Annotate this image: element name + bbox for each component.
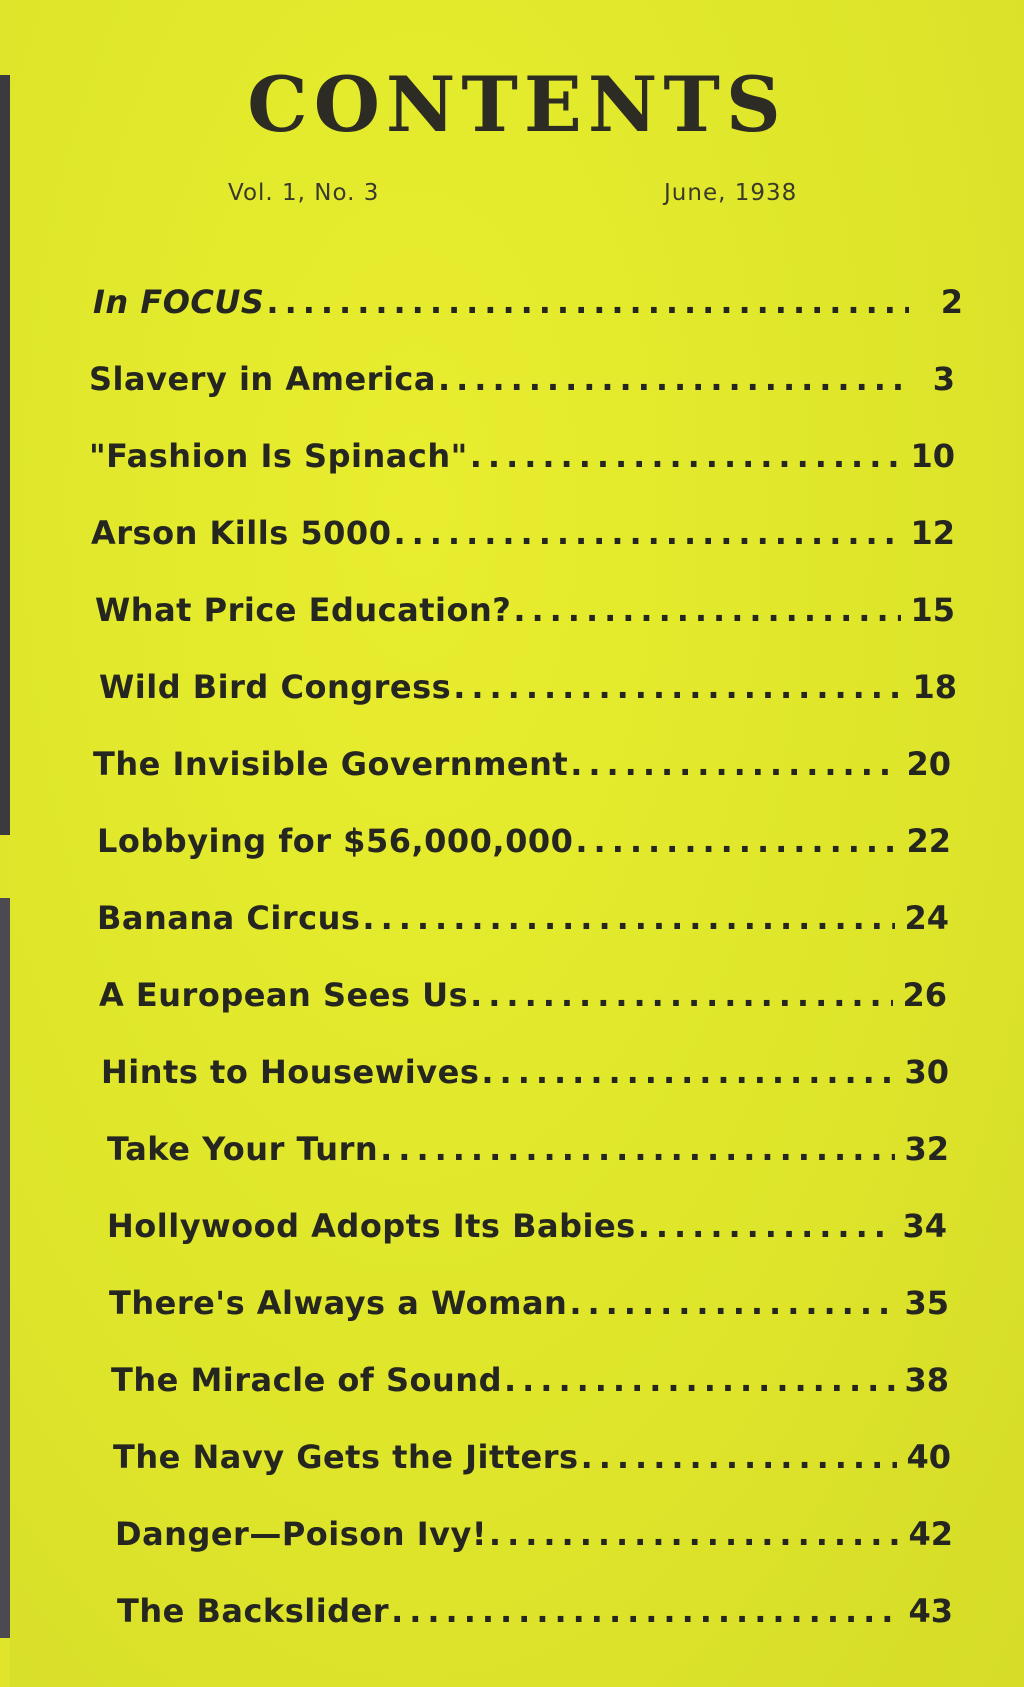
toc-entry[interactable] [89,360,955,410]
toc-entry-page: 22 [906,822,951,860]
toc-entry[interactable] [97,899,949,949]
toc-entry[interactable] [97,822,951,872]
toc-entry-page: 40 [906,1438,951,1476]
toc-entry-title: A European Sees Us [99,976,469,1014]
toc-entry[interactable] [109,1284,949,1334]
dot-leader [362,899,895,937]
toc-entry-title: The Navy Gets the Jitters [113,1438,579,1476]
toc-entry-title: What Price Education? [95,591,512,629]
toc-entry-page: 20 [906,745,951,783]
dot-leader [513,591,901,629]
table-of-contents [10,0,1024,1687]
toc-entry-page: 26 [902,976,947,1014]
toc-entry-title: Wild Bird Congress [99,668,452,706]
toc-entry[interactable] [107,1130,949,1180]
toc-entry-title: The Backslider [117,1592,390,1630]
page-edge-shadow-upper [0,75,10,835]
toc-entry-title: Banana Circus [97,899,361,937]
toc-entry-title: Hints to Housewives [101,1053,480,1091]
dot-leader [481,1053,895,1091]
toc-entry-page: 43 [908,1592,953,1630]
toc-entry-page: 42 [908,1515,953,1553]
toc-entry-title: Take Your Turn [107,1130,379,1168]
toc-entry[interactable] [93,283,963,333]
dot-leader [470,437,901,475]
toc-entry[interactable] [101,1053,949,1103]
dot-leader [638,1207,893,1245]
dot-leader [575,822,897,860]
toc-entry-page: 10 [910,437,955,475]
page-title: CONTENTS [247,60,787,149]
dot-leader [393,514,901,552]
dot-leader [470,976,893,1014]
dot-leader [504,1361,895,1399]
dot-leader [489,1515,899,1553]
toc-entry-page: 24 [904,899,949,937]
toc-entry[interactable] [99,976,947,1026]
toc-entry-title: The Miracle of Sound [111,1361,502,1399]
toc-entry-title: There's Always a Woman [109,1284,568,1322]
dot-leader [453,668,903,706]
toc-entry-page: 34 [902,1207,947,1245]
toc-entry[interactable] [99,668,957,718]
toc-entry-page: 3 [932,360,955,398]
dot-leader [438,360,901,398]
contents-page [10,0,1024,1687]
toc-entry-title: Danger—Poison Ivy! [115,1515,487,1553]
toc-entry[interactable] [117,1592,953,1642]
toc-entry[interactable] [95,591,955,641]
toc-entry-page: 18 [912,668,957,706]
toc-entry[interactable] [111,1361,949,1411]
toc-entry-title: Slavery in America [89,360,436,398]
dot-leader [391,1592,899,1630]
toc-entry-page: 15 [910,591,955,629]
toc-entry[interactable] [89,437,955,487]
toc-entry[interactable] [115,1515,953,1565]
toc-entry[interactable] [93,745,951,795]
dot-leader [380,1130,895,1168]
toc-entry[interactable] [107,1207,947,1257]
dot-leader [569,1284,895,1322]
dot-leader [570,745,897,783]
issue-date: June, 1938 [664,180,798,206]
toc-entry[interactable] [91,514,955,564]
toc-entry-page: 38 [904,1361,949,1399]
dot-leader [581,1438,897,1476]
toc-entry-title: Arson Kills 5000 [91,514,392,552]
toc-entry-title: "Fashion Is Spinach" [89,437,468,475]
toc-entry-page: 32 [904,1130,949,1168]
toc-entry-page: 30 [904,1053,949,1091]
toc-entry-page: 12 [910,514,955,552]
toc-entry-page: 35 [904,1284,949,1322]
dot-leader [266,283,909,321]
volume-number: Vol. 1, No. 3 [228,180,380,206]
toc-entry[interactable] [113,1438,951,1488]
toc-entry-title: The Invisible Government [93,745,569,783]
toc-entry-page: 2 [940,283,963,321]
toc-entry-title: In FOCUS [93,283,265,321]
toc-entry-title: Lobbying for $56,000,000 [97,822,574,860]
toc-entry-title: Hollywood Adopts Its Babies [107,1207,636,1245]
